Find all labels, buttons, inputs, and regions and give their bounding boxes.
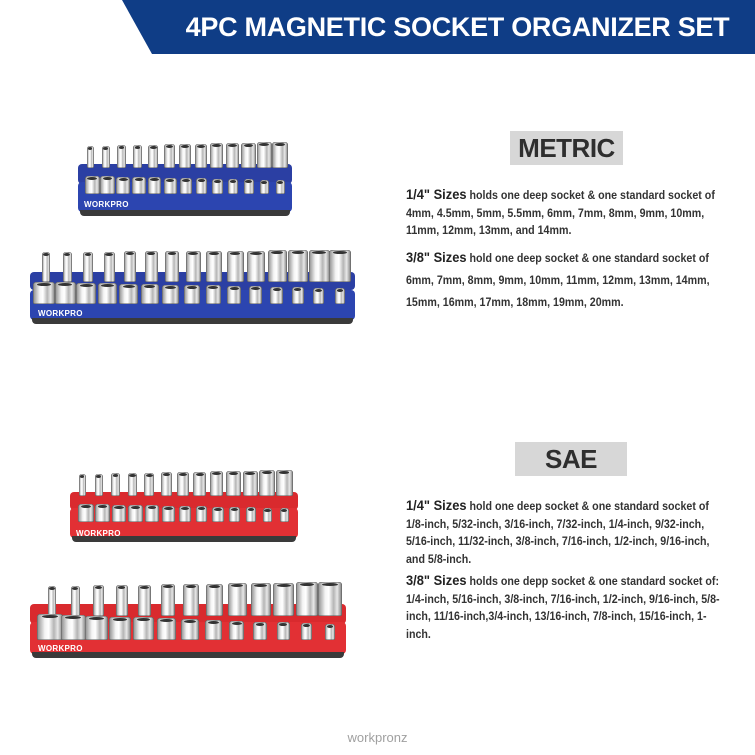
socket (206, 584, 223, 616)
socket (228, 179, 239, 194)
socket (309, 250, 330, 282)
socket (98, 283, 117, 304)
socket (335, 288, 345, 304)
socket (196, 506, 208, 522)
socket (195, 144, 207, 168)
socket (165, 251, 179, 282)
metric-description (406, 186, 723, 318)
socket (37, 614, 63, 640)
socket (193, 472, 206, 496)
socket (128, 473, 138, 496)
socket (87, 146, 94, 168)
socket (184, 285, 200, 304)
socket (227, 251, 244, 282)
socket (148, 177, 161, 194)
socket (292, 287, 304, 304)
socket (117, 145, 126, 168)
sae-three-eighths-text: 3/8" Sizes holds one depp socket & one standard socket of: 1/4-inch, 5/16-inch, 3/8-inch, 7/16-inch, 1/2-inch, 9/16-inch, 5/8-inch, 11/16-inch,3/4-inch, 13/16-inch, 7/8-inch, 15/16-inch, 1-inch. (406, 572, 720, 641)
metric-quarter-text: 1/4" Sizes holds one deep socket & one standard socket of 4mm, 4.5mm, 5mm, 5.5mm, 6mm, 7mm, 8mm, 9mm, 10mm, 11mm, 12mm, 13mm, and 14mm. (406, 186, 715, 237)
socket (210, 143, 223, 168)
socket (276, 180, 285, 194)
socket (133, 145, 142, 168)
socket (212, 507, 223, 522)
socket (111, 473, 120, 496)
brand-logo: WORKPRO (38, 644, 83, 653)
socket (95, 504, 110, 522)
socket (301, 623, 312, 640)
socket (179, 144, 191, 168)
socket (243, 471, 258, 496)
socket (85, 616, 108, 640)
metric-label: METRIC (510, 131, 623, 165)
organizer-sae-three-eighths (30, 572, 346, 662)
socket (141, 284, 159, 304)
socket (276, 470, 293, 496)
brand-logo: WORKPRO (84, 200, 129, 209)
metric-three-eighths-text: 3/8" Sizes hold one deep socket & one standard socket of 6mm, 7mm, 8mm, 9mm, 10mm, 11mm, 12mm, 13mm, 14mm, 15mm, 16mm, 17mm, 18mm, 19mm, 20mm. (406, 248, 710, 309)
socket (205, 620, 222, 640)
socket (249, 286, 262, 304)
socket (119, 284, 138, 304)
socket (180, 178, 192, 194)
brand-logo: WORKPRO (76, 529, 121, 538)
socket (280, 508, 289, 522)
socket (112, 505, 127, 522)
watermark: workpronz (347, 730, 408, 745)
socket (257, 142, 272, 168)
socket (85, 176, 100, 194)
socket (55, 282, 76, 304)
socket (296, 582, 319, 616)
sae-description (406, 497, 723, 647)
socket (138, 585, 151, 616)
socket (273, 583, 294, 616)
socket (145, 251, 158, 282)
socket (251, 583, 271, 616)
socket (183, 584, 199, 616)
socket (263, 508, 273, 522)
socket (164, 144, 175, 168)
socket (63, 252, 72, 282)
socket (272, 142, 288, 168)
socket (133, 617, 154, 640)
socket (116, 177, 130, 194)
socket (241, 143, 256, 168)
socket (83, 252, 93, 282)
socket (128, 505, 142, 522)
organizer-metric-quarter (78, 138, 292, 218)
socket (100, 176, 115, 194)
socket (228, 583, 247, 616)
socket (226, 471, 241, 496)
socket (145, 505, 159, 522)
socket (313, 288, 324, 304)
socket (186, 251, 201, 282)
socket (95, 474, 103, 496)
organizer-metric-three-eighths (30, 240, 355, 328)
socket (270, 287, 283, 304)
socket (329, 250, 351, 282)
socket (260, 180, 270, 194)
socket (259, 470, 275, 496)
socket (277, 622, 290, 640)
socket (93, 585, 104, 616)
socket (253, 622, 267, 641)
page-title: 4PC MAGNETIC SOCKET ORGANIZER SET (185, 12, 730, 42)
socket (325, 624, 335, 640)
socket (206, 251, 222, 282)
sae-label: SAE (515, 442, 627, 476)
socket (179, 506, 192, 522)
socket (164, 178, 177, 194)
socket (161, 472, 172, 496)
socket (148, 145, 158, 168)
brand-logo: WORKPRO (38, 309, 83, 318)
socket (226, 143, 240, 168)
socket (212, 179, 223, 194)
socket (132, 177, 146, 194)
socket (78, 504, 94, 522)
socket (162, 506, 175, 522)
socket (104, 252, 115, 282)
socket (76, 283, 96, 304)
socket (124, 251, 136, 282)
socket (42, 252, 50, 282)
socket (206, 285, 221, 304)
socket (71, 586, 80, 616)
socket (177, 472, 189, 496)
socket (268, 250, 287, 282)
socket (61, 615, 86, 640)
socket (318, 582, 342, 616)
socket (181, 619, 199, 640)
sae-quarter-text: 1/4" Sizes hold one deep socket & one standard socket of 1/8-inch, 5/32-inch, 3/16-inch, 7/32-inch, 1/4-inch, 9/32-inch, 5/16-inch, 11/32-inch, 3/8-inch, 7/16-inch, 1/2-inch, 9/16-inch, and 5/8-inch. (406, 497, 710, 566)
socket (196, 178, 208, 194)
socket (33, 282, 55, 304)
socket (161, 584, 176, 616)
socket (246, 507, 256, 522)
socket (244, 179, 254, 194)
socket (162, 285, 179, 304)
socket (144, 473, 154, 496)
socket (48, 586, 56, 616)
socket (229, 621, 244, 640)
organizer-sae-quarter (70, 468, 298, 544)
socket (157, 618, 176, 640)
socket (116, 585, 128, 616)
socket (229, 507, 240, 522)
socket (288, 250, 308, 282)
socket (210, 471, 224, 496)
socket (109, 617, 131, 641)
socket (227, 286, 241, 304)
socket (79, 474, 86, 496)
socket (247, 251, 265, 282)
socket (102, 146, 110, 168)
